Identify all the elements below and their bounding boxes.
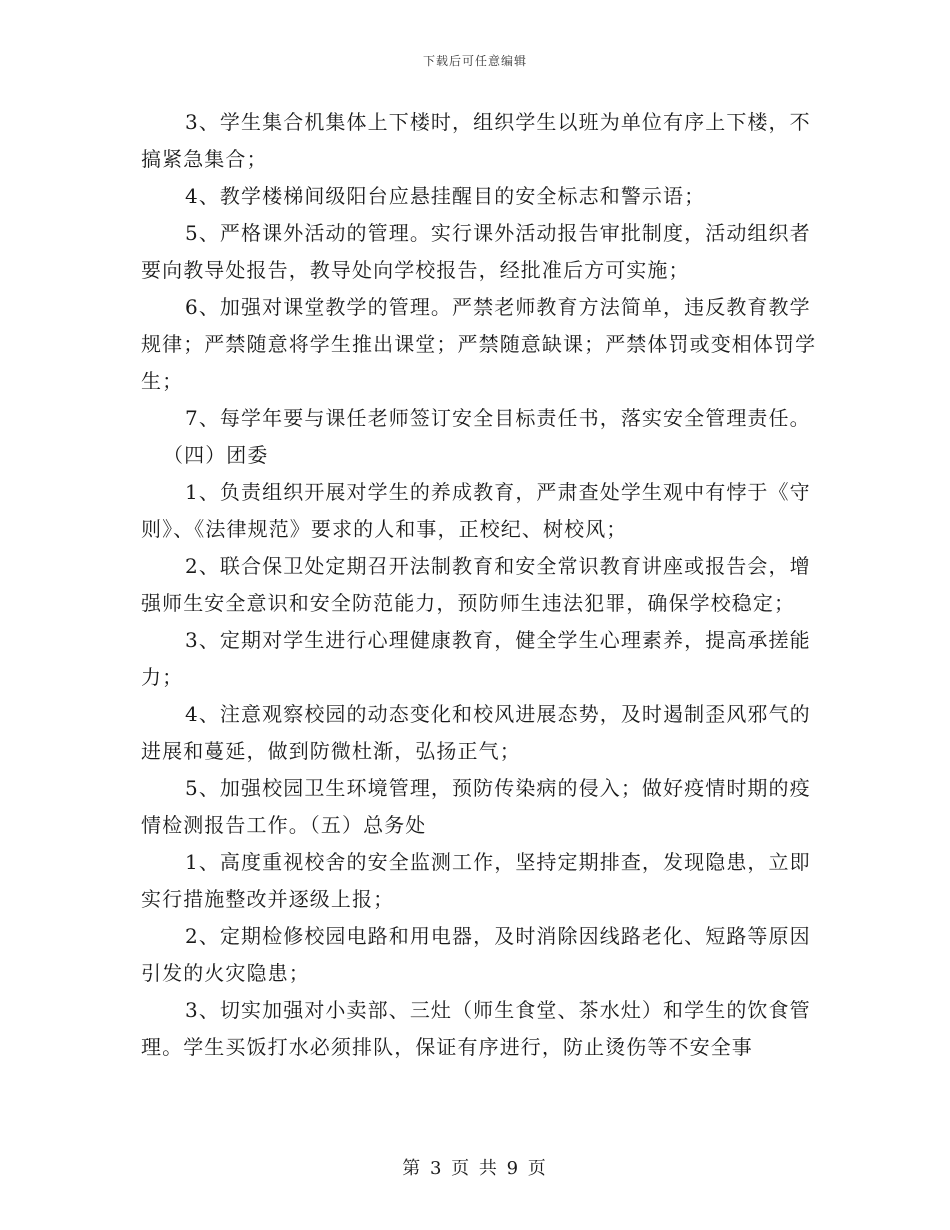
footer-suffix: 页 <box>527 1158 548 1179</box>
footer-middle: 页 共 <box>451 1158 499 1179</box>
page-header-note: 下载后可任意编辑 <box>422 54 527 68</box>
section-heading: （四）团委 <box>163 443 269 467</box>
document-body <box>141 104 831 1066</box>
paragraph: 6、加强对课堂教学的管理。严禁老师教育方法简单，违反教育教学规律；严禁随意将学生推出课堂；严禁随意缺课；严禁体罚或变相体罚学生； <box>141 295 817 393</box>
page-number-footer <box>0 1154 950 1180</box>
paragraph: 7、每学年要与课任老师签订安全目标责任书，落实安全管理责任。 <box>185 406 811 430</box>
footer-total-pages: 9 <box>506 1158 521 1179</box>
paragraph: 1、负责组织开展对学生的养成教育，严肃查处学生观中有悖于《守则》、《法律规范》要求的人和事，正校纪、树校风； <box>141 480 811 541</box>
paragraph: 2、定期检修校园电路和用电器，及时消除因线路老化、短路等原因引发的火灾隐患； <box>141 924 811 985</box>
paragraph: 4、教学楼梯间级阳台应悬挂醒目的安全标志和警示语； <box>185 184 706 208</box>
paragraph: 5、加强校园卫生环境管理，预防传染病的侵入；做好疫情时期的疫情检测报告工作。（五）总务处 <box>141 776 811 837</box>
paragraph: 5、严格课外活动的管理。实行课外活动报告审批制度，活动组织者要向教导处报告，教导处向学校报告，经批准后方可实施； <box>141 221 811 282</box>
footer-current-page: 3 <box>429 1158 444 1179</box>
paragraph: 3、定期对学生进行心理健康教育，健全学生心理素养，提高承搓能力； <box>141 628 811 689</box>
paragraph: 2、联合保卫处定期召开法制教育和安全常识教育讲座或报告会，增强师生安全意识和安全防范能力，预防师生违法犯罪，确保学校稳定； <box>141 554 811 615</box>
paragraph: 3、学生集合机集体上下楼时，组织学生以班为单位有序上下楼，不搞紧急集合； <box>141 110 811 171</box>
paragraph: 3、切实加强对小卖部、三灶（师生食堂、茶水灶）和学生的饮食管理。学生买饭打水必须排队，保证有序进行，防止烫伤等不安全事 <box>141 998 811 1059</box>
paragraph: 4、注意观察校园的动态变化和校风进展态势，及时遏制歪风邪气的进展和蔓延，做到防微杜渐，弘扬正气； <box>141 702 811 763</box>
footer-prefix: 第 <box>402 1158 423 1179</box>
paragraph: 1、高度重视校舍的安全监测工作，坚持定期排查，发现隐患，立即实行措施整改并逐级上报； <box>141 850 811 911</box>
